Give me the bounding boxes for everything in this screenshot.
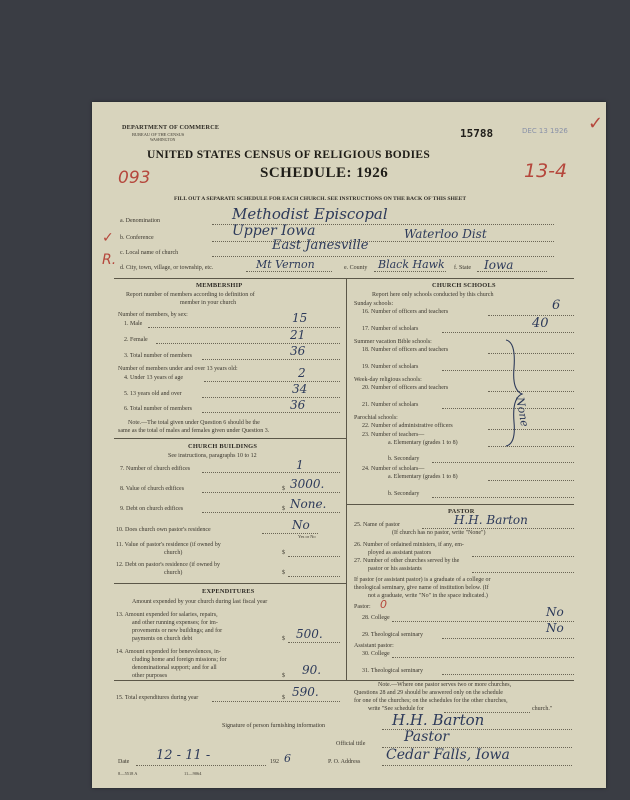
none-value: None <box>513 396 532 428</box>
county-value: Black Hawk <box>378 258 445 271</box>
q14-value: 90. <box>302 663 322 677</box>
q25-label: 25. Name of pastor <box>354 522 400 528</box>
q4-value: 2 <box>298 366 306 380</box>
q3-value: 36 <box>290 344 306 358</box>
q2-value: 21 <box>290 328 306 342</box>
vacation-label: Summer vacation Bible schools: <box>354 339 432 345</box>
po-address-label: P. O. Address <box>328 759 361 765</box>
q10-note: Yes or No <box>298 534 316 539</box>
membership-head: MEMBERSHIP <box>196 282 243 289</box>
by-sex-label: Number of members, by sex: <box>118 312 188 318</box>
q29-value: No <box>546 621 564 635</box>
pastor-note-1: Note.—Where one pastor serves two or more churches, <box>378 682 512 688</box>
q11-label-b: church) <box>164 550 183 556</box>
q15-dollar: $ <box>282 695 285 701</box>
q14-label-a: 14. Amount expended for benevolences, in- <box>116 649 221 655</box>
q16-value: 6 <box>552 298 561 313</box>
q5-label: 5. 13 years old and over <box>124 391 182 397</box>
instruction-line: FILL OUT A SEPARATE SCHEDULE FOR EACH CHURCH. SEE INSTRUCTIONS ON THE BACK OF THIS SHEET <box>174 196 467 202</box>
q24a-label: a. Elementary (grades 1 to 8) <box>388 474 458 480</box>
membership-note-a: Note.—The total given under Question 6 should be the <box>128 420 260 426</box>
q13-label-d: payments on church debt <box>132 636 193 642</box>
pastor-note-4: write "See schedule for <box>368 706 424 712</box>
q28-value: No <box>546 605 564 619</box>
sunday-label: Sunday schools: <box>354 301 394 307</box>
county-label: e. County <box>344 265 368 271</box>
pastor-note-5: church." <box>532 706 553 712</box>
date-year-hand: 6 <box>284 752 291 765</box>
q11-dollar: $ <box>282 550 285 556</box>
q6-value: 36 <box>290 398 306 412</box>
official-title-label: Official title <box>336 741 366 747</box>
brace-icon <box>502 338 532 448</box>
q3-label: 3. Total number of members <box>124 353 192 359</box>
pastor-head: PASTOR <box>448 508 475 515</box>
q2-label: 2. Female <box>124 337 148 343</box>
q11-label-a: 11. Value of pastor's residence (if owned by <box>116 542 221 548</box>
conference-label: b. Conference <box>120 235 154 241</box>
dept-label: DEPARTMENT OF COMMERCE <box>122 124 220 131</box>
denomination-value: Methodist Episcopal <box>232 205 388 223</box>
q15-value: 590. <box>292 685 319 699</box>
date-stamp: DEC 13 1926 <box>522 127 568 135</box>
census-schedule-sheet <box>92 102 606 788</box>
membership-note-b: same as the total of males and females given under Question 3. <box>118 428 270 434</box>
form-title: UNITED STATES CENSUS OF RELIGIOUS BODIES <box>147 149 431 161</box>
township-label: d. City, town, village, or township, etc. <box>120 265 214 271</box>
q12-label-b: church) <box>164 570 183 576</box>
q10-label: 10. Does church own pastor's residence <box>116 527 211 533</box>
q26-label-b: ployed as assistant pastors <box>368 550 432 556</box>
signature-value: H.H. Barton <box>392 711 485 729</box>
po-address-value: Cedar Falls, Iowa <box>386 747 510 763</box>
pastor-mark: 0 <box>380 598 387 611</box>
local-name-value: East Janesville <box>272 238 369 253</box>
q7-value: 1 <box>296 458 304 472</box>
local-name-label: c. Local name of church <box>120 250 179 256</box>
q13-dollar: $ <box>282 636 285 642</box>
official-title-value: Pastor <box>404 729 450 745</box>
q4-label: 4. Under 13 years of age <box>124 375 183 381</box>
q12-label-a: 12. Debt on pastor's residence (if owned by <box>116 562 221 568</box>
signature-label: Signature of person furnishing information <box>222 723 325 729</box>
print-code-2: 11—9064 <box>184 771 202 776</box>
pastor-note-3: for one of the churches; on the schedules for the other churches, <box>354 698 508 704</box>
right-code: 13-4 <box>524 160 568 182</box>
q19-label: 19. Number of scholars <box>362 364 419 370</box>
q28-label: 28. College <box>362 615 390 621</box>
state-value: Iowa <box>484 258 514 272</box>
q5-value: 34 <box>292 382 308 396</box>
q14-label-d: other purposes <box>132 673 168 679</box>
q24b-label: b. Secondary <box>388 491 420 497</box>
q25-value: H.H. Barton <box>454 513 528 527</box>
form-subtitle: SCHEDULE: 1926 <box>260 165 389 181</box>
q31-label: 31. Theological seminary <box>362 668 424 674</box>
q13-label-a: 13. Amount expended for salaries, repairs, <box>116 612 218 618</box>
q14-dollar: $ <box>282 673 285 679</box>
state-label: f. State <box>454 265 471 271</box>
print-code: 8—5518 A <box>118 771 138 776</box>
weekday-label: Week-day religious schools: <box>354 377 422 383</box>
q17-label: 17. Number of scholars <box>362 326 419 332</box>
q17-value: 40 <box>532 316 549 331</box>
q9-dollar: $ <box>282 506 285 512</box>
q30-label: 30. College <box>362 651 390 657</box>
q9-label: 9. Debt on church edifices <box>120 506 184 512</box>
q18-label: 18. Number of officers and teachers <box>362 347 449 353</box>
q27-label-b: pastor or his assistants <box>368 566 422 572</box>
q13-label-b: and other running expenses; for im- <box>132 620 218 626</box>
q15-label: 15. Total expenditures during year <box>116 695 199 701</box>
schools-sub: Report here only schools conducted by this church <box>372 292 494 298</box>
q12-dollar: $ <box>282 570 285 576</box>
grad-note-3: not a graduate, write "No" in the space indicated.) <box>368 593 488 599</box>
conference-value: Upper Iowa <box>232 223 316 239</box>
q23-label: 23. Number of teachers— <box>362 432 425 438</box>
q1-value: 15 <box>292 311 308 325</box>
r-mark-icon: R. <box>102 252 117 268</box>
date-label: Date <box>118 759 130 765</box>
q20-label: 20. Number of officers and teachers <box>362 385 449 391</box>
q29-label: 29. Theological seminary <box>362 632 424 638</box>
membership-note-1: Report number of members according to definition of <box>126 292 255 298</box>
q24-label: 24. Number of scholars— <box>362 466 425 472</box>
district-value: Waterloo Dist <box>404 227 487 241</box>
check-mark-icon: ✓ <box>588 113 604 134</box>
q22-label: 22. Number of administrative officers <box>362 423 453 429</box>
grad-note-2: theological seminary, give name of institution below. (If <box>354 585 489 591</box>
q9-value: None. <box>290 497 327 511</box>
left-code: 093 <box>118 168 151 188</box>
date-year: 192 <box>270 759 279 765</box>
q26-label-a: 26. Number of ordained ministers, if any, em- <box>354 542 464 548</box>
q14-label-b: cluding home and foreign missions; for <box>132 657 227 663</box>
q27-label-a: 27. Number of other churches served by the <box>354 558 460 564</box>
membership-note-2: member in your church <box>180 300 237 306</box>
q7-label: 7. Number of church edifices <box>120 466 191 472</box>
q25-note: (If church has no pastor, write "None") <box>392 530 486 536</box>
pastor-note-2: Questions 28 and 29 should be answered only on the schedule <box>354 690 503 696</box>
q14-label-c: denominational support; and for all <box>132 665 217 671</box>
denomination-label: a. Denomination <box>120 218 160 224</box>
township-value: Mt Vernon <box>256 258 315 271</box>
buildings-sub: See instructions, paragraphs 10 to 12 <box>168 453 257 459</box>
q8-value: 3000. <box>290 477 325 491</box>
check-mark-icon: ✓ <box>102 230 114 246</box>
grad-note-1: If pastor (or assistant pastor) is a graduate of a college or <box>354 577 491 583</box>
q23a-label: a. Elementary (grades 1 to 8) <box>388 440 458 446</box>
schools-head: CHURCH SCHOOLS <box>432 282 496 289</box>
q8-label: 8. Value of church edifices <box>120 486 185 492</box>
date-value: 12 - 11 - <box>156 748 211 763</box>
q8-dollar: $ <box>282 486 285 492</box>
q10-value: No <box>292 518 310 532</box>
assistant-label: Assistant pastor: <box>354 643 394 649</box>
city-label: WASHINGTON <box>150 138 176 142</box>
under-over-label: Number of members under and over 13 years old: <box>118 366 238 372</box>
q16-label: 16. Number of officers and teachers <box>362 309 449 315</box>
q13-value: 500. <box>296 627 323 641</box>
q21-label: 21. Number of scholars <box>362 402 419 408</box>
buildings-head: CHURCH BUILDINGS <box>188 443 258 450</box>
bureau-label: BUREAU OF THE CENSUS <box>132 132 185 137</box>
schedule-number: 15788 <box>460 127 494 140</box>
q23b-label: b. Secondary <box>388 456 420 462</box>
q6-label: 6. Total number of members <box>124 406 192 412</box>
parochial-label: Parochial schools: <box>354 415 398 421</box>
pastor-sub-label: Pastor: <box>354 604 371 610</box>
expenditures-head: EXPENDITURES <box>202 588 255 595</box>
q13-label-c: provements or new buildings; and for <box>132 628 223 634</box>
q1-label: 1. Male <box>124 321 143 327</box>
expenditures-sub: Amount expended by your church during last fiscal year <box>132 599 268 605</box>
